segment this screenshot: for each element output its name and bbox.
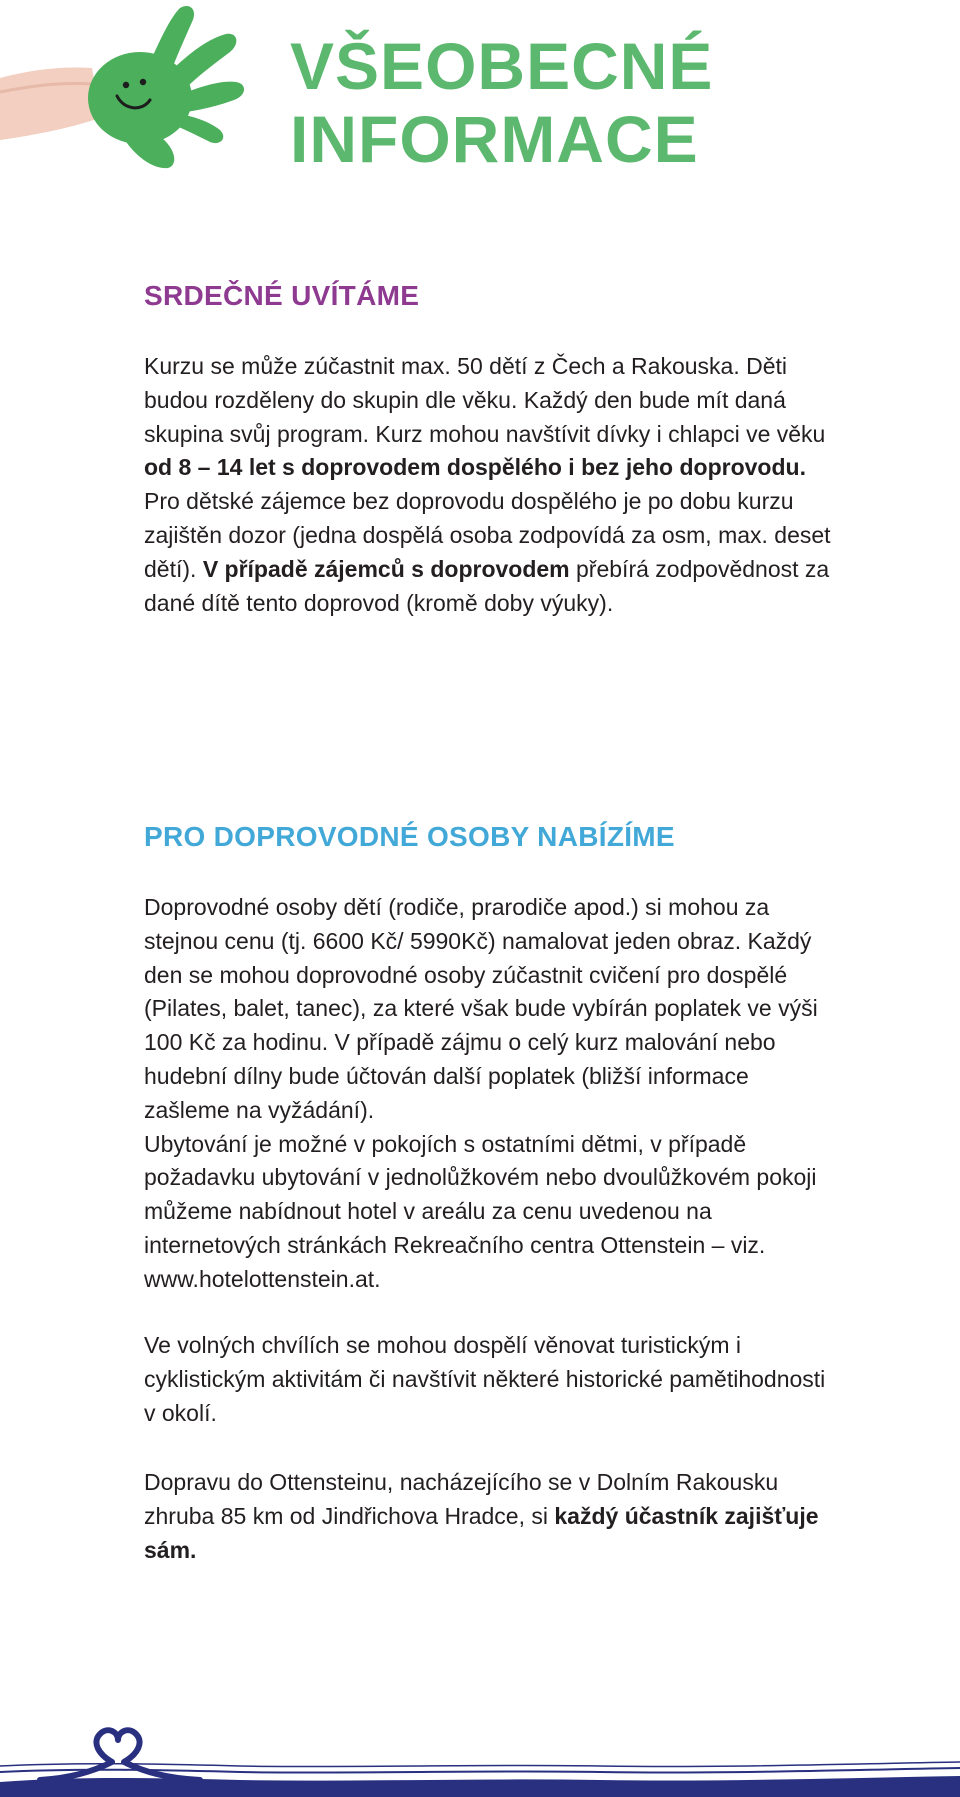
companions-section-body: [144, 891, 834, 1297]
welcome-paragraph-1-bold: od 8 – 14 let s doprovodem dospělého i bez jeho doprovodu.: [144, 454, 806, 481]
heart-wave-icon: [0, 1720, 960, 1797]
section-heading-welcome: SRDEČNÉ UVÍTÁME: [144, 280, 420, 311]
welcome-paragraph-2-bold: V případě zájemců s doprovodem: [202, 555, 570, 582]
transport-paragraph-text: Dopravu do Ottensteinu, nacházejícího se v Dolním Rakousku zhruba 85 km od Jindřichova Hradce, si: [144, 1469, 779, 1529]
leisure-paragraph: Ve volných chvílích se mohou dospělí věnovat turistickým i cyklistickým aktivitám či navštívit některé historické pamětihodnosti v okolí.: [144, 1332, 826, 1426]
welcome-paragraph-1-text: Kurzu se může zúčastnit max. 50 dětí z Čech a Rakouska. Děti budou rozděleny do skupin dle věku. Každý den bude mít daná skupina svůj program. Kurz mohou navštívit dívky i chlapci ve věku: [144, 353, 826, 447]
transport-paragraph: [144, 1466, 834, 1567]
transport-paragraph-bold: každý účastník zajišťuje sám.: [144, 1502, 819, 1563]
companions-paragraph-1: Doprovodné osoby dětí (rodiče, prarodiče apod.) si mohou za stejnou cenu (tj. 6600 Kč/ 5990Kč) namalovat jeden obraz. Každý den se mohou doprovodné osoby zúčastnit cvičení pro dospělé (Pilates, balet, tanec), za které však bude vybírán poplatek ve výši 100 Kč za hodinu. V případě zájmu o celý kurz malování nebo hudební dílny bude účtován další poplatek (bližší informace zašleme na vyžádání).: [144, 894, 818, 1123]
welcome-paragraph-2: [144, 485, 834, 620]
companions-paragraph-2: Ubytování je možné v pokojích s ostatními dětmi, v případě požadavku ubytování v jednolůžkovém nebo dvoulůžkovém pokoji můžeme nabídnout hotel v areálu za cenu uvedenou na internetových stránkách Rekreačního centra Ottenstein – viz. www.hotelottenstein.at.: [144, 1130, 817, 1292]
welcome-section-body: [144, 350, 834, 620]
green-painted-hand-icon: [0, 0, 250, 175]
welcome-paragraph-2-text-end: přebírá zodpovědnost za dané dítě tento doprovod (kromě doby výuky).: [144, 555, 830, 616]
page-title: [290, 30, 713, 176]
welcome-paragraph-1: [144, 350, 834, 485]
section-heading-companions: PRO DOPROVODNÉ OSOBY NABÍZÍME: [144, 821, 675, 852]
page-title-line-1: VŠEOBECNÉ: [290, 29, 714, 103]
leisure-paragraph-block: [144, 1329, 834, 1430]
transport-paragraph-block: [144, 1466, 834, 1567]
welcome-paragraph-2-text: Pro dětské zájemce bez doprovodu dospělého je po dobu kurzu zajištěn dozor (jedna dospělá osoba zodpovídá za osm, max. deset dětí).: [144, 488, 831, 582]
page-title-line-2: INFORMACE: [290, 102, 699, 176]
